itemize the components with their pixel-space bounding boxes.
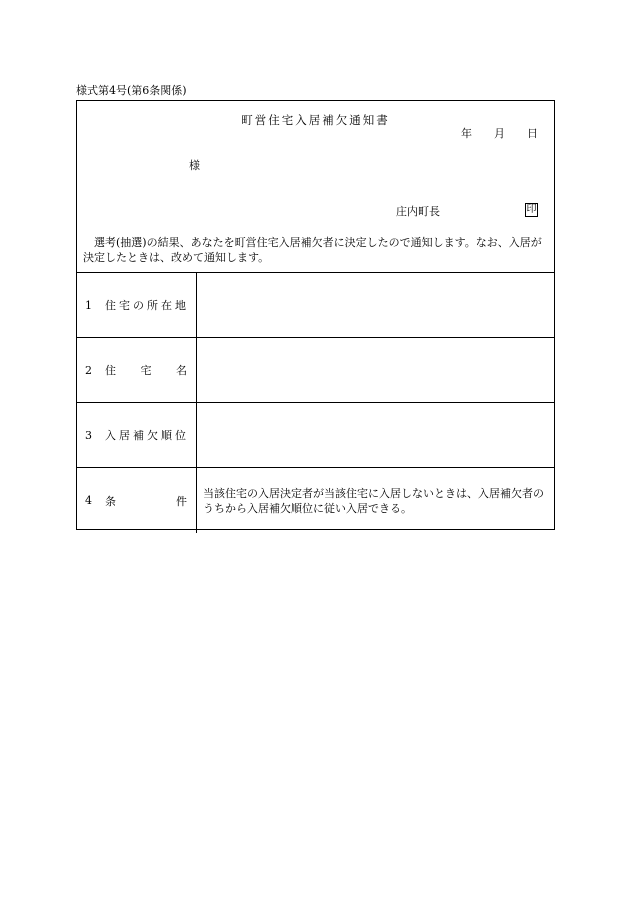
- row-label: [77, 403, 197, 467]
- label-char: 件: [176, 494, 187, 508]
- document-title: 町営住宅入居補欠通知書: [241, 113, 390, 127]
- date-month: 月: [494, 127, 505, 140]
- form-header: [77, 101, 554, 273]
- row-value: [197, 403, 554, 467]
- label-char: 名: [176, 364, 187, 377]
- row-label-text: 入居補欠順位: [105, 429, 189, 442]
- row-label-text: [105, 362, 187, 378]
- row-label: [77, 338, 197, 402]
- row-label: [77, 468, 197, 533]
- row-number: 4: [85, 494, 92, 507]
- form-number: 様式第4号(第6条関係): [76, 84, 187, 97]
- row-value: 当該住宅の入居決定者が当該住宅に入居しないときは、入居補欠者のうちから入居補欠順位に従い入居できる。: [203, 486, 544, 515]
- row-conditions: [77, 468, 554, 533]
- row-value: [197, 338, 554, 402]
- date-line: [461, 127, 538, 141]
- notice-form: [76, 100, 555, 530]
- row-label: [77, 273, 197, 337]
- row-number: 3: [85, 428, 92, 442]
- row-number: 1: [85, 298, 92, 312]
- row-address: [77, 273, 554, 338]
- row-housing-name: [77, 338, 554, 403]
- sender-name: 庄内町長: [396, 205, 440, 218]
- notice-body: 選考(抽選)の結果、あなたを町営住宅入居補欠者に決定したので通知します。なお、入居が決定したときは、改めて通知します。: [83, 236, 542, 264]
- row-label-text: 住宅の所在地: [105, 299, 189, 312]
- row-rank: [77, 403, 554, 468]
- date-day: 日: [527, 127, 538, 140]
- recipient-suffix: 様: [189, 159, 200, 172]
- label-char: 宅: [140, 364, 152, 377]
- label-char: 条: [105, 494, 116, 508]
- date-year: 年: [461, 127, 472, 140]
- row-label-text: [105, 493, 187, 509]
- row-value: [197, 273, 554, 337]
- seal-mark: 印: [526, 204, 537, 215]
- label-char: 住: [105, 364, 116, 377]
- row-number: 2: [85, 363, 92, 377]
